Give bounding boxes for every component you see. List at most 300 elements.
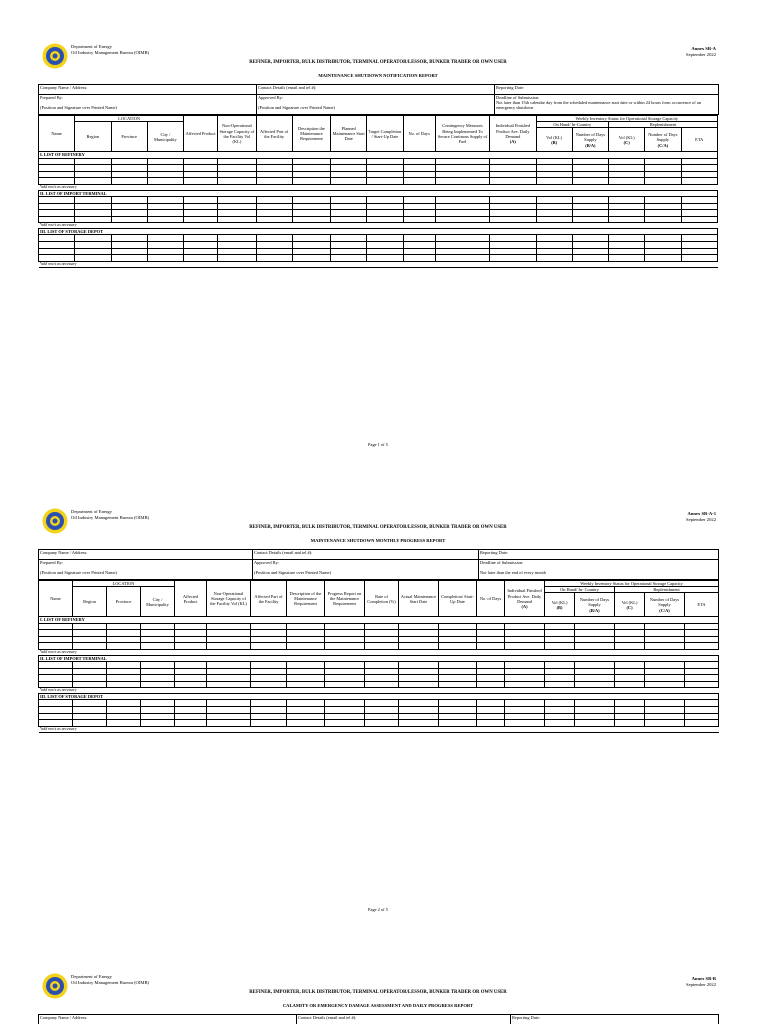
table-cell[interactable] (292, 216, 330, 223)
table-cell[interactable] (218, 248, 256, 255)
table-cell[interactable] (685, 636, 719, 643)
table-cell[interactable] (435, 178, 489, 185)
table-cell[interactable] (147, 171, 183, 178)
table-cell[interactable] (256, 196, 292, 203)
table-cell[interactable] (367, 241, 403, 248)
table-cell[interactable] (107, 713, 141, 720)
table-cell[interactable] (256, 241, 292, 248)
table-cell[interactable] (292, 165, 330, 172)
table-cell[interactable] (399, 630, 439, 637)
table-cell[interactable] (681, 216, 718, 223)
table-cell[interactable] (39, 248, 75, 255)
table-cell[interactable] (609, 248, 645, 255)
table-cell[interactable] (325, 636, 365, 643)
table-cell[interactable] (111, 248, 147, 255)
table-cell[interactable] (207, 661, 251, 668)
table-cell[interactable] (75, 196, 111, 203)
table-cell[interactable] (218, 255, 256, 262)
table-cell[interactable] (645, 241, 681, 248)
table-cell[interactable] (365, 668, 399, 675)
reporting-date-field[interactable]: Reporting Date: (479, 550, 719, 560)
table-cell[interactable] (477, 700, 505, 707)
table-cell[interactable] (572, 241, 608, 248)
table-cell[interactable] (175, 681, 207, 688)
table-cell[interactable] (645, 713, 685, 720)
table-cell[interactable] (207, 720, 251, 727)
table-cell[interactable] (575, 706, 615, 713)
table-cell[interactable] (365, 643, 399, 650)
table-cell[interactable] (505, 636, 545, 643)
table-cell[interactable] (39, 630, 73, 637)
table-cell[interactable] (645, 178, 681, 185)
table-cell[interactable] (73, 720, 107, 727)
table-cell[interactable] (175, 668, 207, 675)
table-cell[interactable] (147, 165, 183, 172)
table-cell[interactable] (367, 158, 403, 165)
prepared-by-field[interactable]: Prepared By: (Position and Signature over Printed Name) (39, 560, 253, 580)
table-cell[interactable] (439, 668, 477, 675)
table-cell[interactable] (73, 661, 107, 668)
table-cell[interactable] (39, 636, 73, 643)
table-cell[interactable] (399, 636, 439, 643)
table-cell[interactable] (175, 700, 207, 707)
table-cell[interactable] (39, 681, 73, 688)
table-cell[interactable] (287, 675, 325, 682)
table-cell[interactable] (218, 165, 256, 172)
table-cell[interactable] (365, 630, 399, 637)
table-cell[interactable] (681, 255, 718, 262)
contact-field[interactable]: Contact Details (email and tel #): (257, 85, 495, 95)
table-cell[interactable] (175, 720, 207, 727)
reporting-date-field[interactable]: Reporting Date: (495, 85, 719, 95)
table-cell[interactable] (73, 668, 107, 675)
table-cell[interactable] (111, 203, 147, 210)
table-cell[interactable] (681, 248, 718, 255)
table-cell[interactable] (505, 668, 545, 675)
table-cell[interactable] (147, 255, 183, 262)
table-cell[interactable] (536, 255, 572, 262)
table-cell[interactable] (111, 216, 147, 223)
table-cell[interactable] (403, 235, 435, 242)
table-cell[interactable] (490, 255, 536, 262)
table-cell[interactable] (107, 675, 141, 682)
table-cell[interactable] (645, 675, 685, 682)
table-cell[interactable] (685, 668, 719, 675)
table-cell[interactable] (439, 681, 477, 688)
table-cell[interactable] (287, 681, 325, 688)
table-cell[interactable] (147, 196, 183, 203)
table-cell[interactable] (39, 700, 73, 707)
table-cell[interactable] (287, 643, 325, 650)
table-cell[interactable] (615, 643, 645, 650)
table-cell[interactable] (107, 668, 141, 675)
table-cell[interactable] (645, 203, 681, 210)
table-cell[interactable] (439, 720, 477, 727)
table-cell[interactable] (477, 681, 505, 688)
table-cell[interactable] (572, 216, 608, 223)
table-cell[interactable] (490, 178, 536, 185)
table-cell[interactable] (477, 643, 505, 650)
table-cell[interactable] (572, 158, 608, 165)
table-cell[interactable] (141, 623, 175, 630)
table-cell[interactable] (39, 203, 75, 210)
table-cell[interactable] (287, 706, 325, 713)
table-cell[interactable] (184, 255, 218, 262)
table-cell[interactable] (107, 706, 141, 713)
table-cell[interactable] (615, 630, 645, 637)
table-cell[interactable] (645, 158, 681, 165)
table-cell[interactable] (403, 210, 435, 217)
table-cell[interactable] (435, 255, 489, 262)
table-cell[interactable] (536, 210, 572, 217)
table-cell[interactable] (645, 681, 685, 688)
table-cell[interactable] (685, 713, 719, 720)
table-cell[interactable] (107, 720, 141, 727)
table-cell[interactable] (287, 630, 325, 637)
table-cell[interactable] (184, 216, 218, 223)
table-cell[interactable] (107, 636, 141, 643)
table-cell[interactable] (685, 681, 719, 688)
table-cell[interactable] (536, 171, 572, 178)
table-cell[interactable] (505, 720, 545, 727)
table-cell[interactable] (111, 255, 147, 262)
table-cell[interactable] (218, 216, 256, 223)
table-cell[interactable] (175, 630, 207, 637)
table-cell[interactable] (367, 171, 403, 178)
table-cell[interactable] (681, 196, 718, 203)
table-cell[interactable] (681, 210, 718, 217)
table-cell[interactable] (256, 210, 292, 217)
table-cell[interactable] (505, 630, 545, 637)
table-cell[interactable] (572, 178, 608, 185)
table-cell[interactable] (292, 235, 330, 242)
table-cell[interactable] (645, 668, 685, 675)
table-cell[interactable] (175, 713, 207, 720)
table-cell[interactable] (645, 636, 685, 643)
table-cell[interactable] (490, 216, 536, 223)
table-cell[interactable] (73, 681, 107, 688)
table-cell[interactable] (645, 235, 681, 242)
table-cell[interactable] (681, 158, 718, 165)
table-cell[interactable] (615, 668, 645, 675)
table-cell[interactable] (256, 216, 292, 223)
table-cell[interactable] (39, 235, 75, 242)
prepared-by-field[interactable]: Prepared By: (Position and Signature over Printed Name) (39, 95, 257, 115)
table-cell[interactable] (141, 700, 175, 707)
table-cell[interactable] (184, 248, 218, 255)
table-cell[interactable] (251, 630, 287, 637)
table-cell[interactable] (207, 630, 251, 637)
table-cell[interactable] (111, 196, 147, 203)
table-cell[interactable] (399, 706, 439, 713)
table-cell[interactable] (575, 630, 615, 637)
table-cell[interactable] (325, 643, 365, 650)
table-cell[interactable] (251, 636, 287, 643)
table-cell[interactable] (141, 681, 175, 688)
table-cell[interactable] (107, 681, 141, 688)
table-cell[interactable] (331, 248, 367, 255)
table-cell[interactable] (536, 178, 572, 185)
table-cell[interactable] (505, 675, 545, 682)
table-cell[interactable] (251, 720, 287, 727)
table-cell[interactable] (141, 661, 175, 668)
table-cell[interactable] (439, 706, 477, 713)
table-cell[interactable] (175, 623, 207, 630)
table-cell[interactable] (251, 623, 287, 630)
table-cell[interactable] (403, 216, 435, 223)
table-cell[interactable] (184, 203, 218, 210)
table-cell[interactable] (645, 248, 681, 255)
table-cell[interactable] (75, 203, 111, 210)
table-cell[interactable] (536, 248, 572, 255)
table-cell[interactable] (292, 171, 330, 178)
table-cell[interactable] (505, 681, 545, 688)
table-cell[interactable] (251, 681, 287, 688)
table-cell[interactable] (645, 661, 685, 668)
table-cell[interactable] (572, 248, 608, 255)
table-cell[interactable] (147, 178, 183, 185)
table-cell[interactable] (256, 171, 292, 178)
table-cell[interactable] (251, 675, 287, 682)
table-cell[interactable] (107, 661, 141, 668)
table-cell[interactable] (184, 171, 218, 178)
table-cell[interactable] (435, 196, 489, 203)
table-cell[interactable] (256, 165, 292, 172)
table-cell[interactable] (545, 706, 575, 713)
table-cell[interactable] (490, 158, 536, 165)
table-cell[interactable] (545, 630, 575, 637)
table-cell[interactable] (365, 700, 399, 707)
table-cell[interactable] (505, 623, 545, 630)
table-cell[interactable] (435, 248, 489, 255)
table-cell[interactable] (39, 623, 73, 630)
table-cell[interactable] (73, 700, 107, 707)
table-cell[interactable] (331, 158, 367, 165)
table-cell[interactable] (575, 623, 615, 630)
table-cell[interactable] (207, 643, 251, 650)
table-cell[interactable] (575, 636, 615, 643)
table-cell[interactable] (615, 661, 645, 668)
table-cell[interactable] (575, 661, 615, 668)
table-cell[interactable] (75, 255, 111, 262)
table-cell[interactable] (218, 171, 256, 178)
table-cell[interactable] (403, 165, 435, 172)
table-cell[interactable] (615, 720, 645, 727)
table-cell[interactable] (609, 196, 645, 203)
table-cell[interactable] (477, 630, 505, 637)
table-cell[interactable] (325, 713, 365, 720)
table-cell[interactable] (75, 210, 111, 217)
table-cell[interactable] (73, 643, 107, 650)
table-cell[interactable] (572, 203, 608, 210)
table-cell[interactable] (325, 675, 365, 682)
table-cell[interactable] (107, 630, 141, 637)
table-cell[interactable] (435, 158, 489, 165)
table-cell[interactable] (147, 158, 183, 165)
table-cell[interactable] (39, 706, 73, 713)
table-cell[interactable] (615, 713, 645, 720)
company-field[interactable]: Company Name / Address: (39, 550, 253, 560)
table-cell[interactable] (331, 210, 367, 217)
table-cell[interactable] (184, 158, 218, 165)
table-cell[interactable] (287, 720, 325, 727)
table-cell[interactable] (331, 203, 367, 210)
approved-by-field[interactable]: Approved By: (Position and Signature over Printed Name) (257, 95, 495, 115)
table-cell[interactable] (609, 255, 645, 262)
table-cell[interactable] (111, 241, 147, 248)
table-cell[interactable] (439, 700, 477, 707)
table-cell[interactable] (645, 630, 685, 637)
table-cell[interactable] (207, 636, 251, 643)
table-cell[interactable] (572, 196, 608, 203)
table-cell[interactable] (572, 165, 608, 172)
table-cell[interactable] (615, 623, 645, 630)
table-cell[interactable] (147, 248, 183, 255)
table-cell[interactable] (39, 643, 73, 650)
table-cell[interactable] (439, 661, 477, 668)
table-cell[interactable] (39, 196, 75, 203)
table-cell[interactable] (645, 196, 681, 203)
table-cell[interactable] (490, 165, 536, 172)
table-cell[interactable] (572, 235, 608, 242)
table-cell[interactable] (175, 706, 207, 713)
table-cell[interactable] (505, 643, 545, 650)
table-cell[interactable] (477, 636, 505, 643)
table-cell[interactable] (681, 165, 718, 172)
table-cell[interactable] (75, 158, 111, 165)
table-cell[interactable] (575, 700, 615, 707)
table-cell[interactable] (325, 623, 365, 630)
table-cell[interactable] (545, 681, 575, 688)
table-cell[interactable] (645, 623, 685, 630)
table-cell[interactable] (292, 241, 330, 248)
table-cell[interactable] (545, 636, 575, 643)
table-cell[interactable] (175, 661, 207, 668)
contact-field[interactable]: Contact Details (email and tel #): (253, 550, 479, 560)
table-cell[interactable] (439, 630, 477, 637)
table-cell[interactable] (184, 196, 218, 203)
table-cell[interactable] (545, 675, 575, 682)
table-cell[interactable] (681, 171, 718, 178)
table-cell[interactable] (435, 216, 489, 223)
table-cell[interactable] (477, 661, 505, 668)
table-cell[interactable] (439, 636, 477, 643)
table-cell[interactable] (490, 196, 536, 203)
table-cell[interactable] (256, 235, 292, 242)
table-cell[interactable] (218, 210, 256, 217)
table-cell[interactable] (175, 636, 207, 643)
table-cell[interactable] (399, 668, 439, 675)
table-cell[interactable] (75, 235, 111, 242)
table-cell[interactable] (545, 720, 575, 727)
table-cell[interactable] (184, 165, 218, 172)
table-cell[interactable] (287, 661, 325, 668)
table-cell[interactable] (292, 178, 330, 185)
table-cell[interactable] (365, 636, 399, 643)
table-cell[interactable] (39, 661, 73, 668)
table-cell[interactable] (256, 255, 292, 262)
table-cell[interactable] (287, 636, 325, 643)
table-cell[interactable] (545, 643, 575, 650)
table-cell[interactable] (399, 643, 439, 650)
table-cell[interactable] (490, 241, 536, 248)
table-cell[interactable] (207, 713, 251, 720)
table-cell[interactable] (490, 235, 536, 242)
table-cell[interactable] (365, 661, 399, 668)
table-cell[interactable] (367, 178, 403, 185)
table-cell[interactable] (403, 203, 435, 210)
table-cell[interactable] (107, 643, 141, 650)
table-cell[interactable] (645, 216, 681, 223)
table-cell[interactable] (367, 196, 403, 203)
table-cell[interactable] (505, 700, 545, 707)
table-cell[interactable] (685, 643, 719, 650)
table-cell[interactable] (399, 661, 439, 668)
table-cell[interactable] (325, 720, 365, 727)
table-cell[interactable] (399, 713, 439, 720)
table-cell[interactable] (75, 216, 111, 223)
table-cell[interactable] (439, 643, 477, 650)
table-cell[interactable] (609, 241, 645, 248)
table-cell[interactable] (399, 623, 439, 630)
company-field[interactable]: Company Name / Address: (39, 1015, 297, 1024)
table-cell[interactable] (147, 235, 183, 242)
table-cell[interactable] (435, 171, 489, 178)
table-cell[interactable] (685, 661, 719, 668)
table-cell[interactable] (73, 636, 107, 643)
table-cell[interactable] (39, 668, 73, 675)
table-cell[interactable] (331, 171, 367, 178)
table-cell[interactable] (325, 630, 365, 637)
table-cell[interactable] (575, 720, 615, 727)
table-cell[interactable] (685, 630, 719, 637)
table-cell[interactable] (251, 700, 287, 707)
table-cell[interactable] (287, 668, 325, 675)
table-cell[interactable] (111, 171, 147, 178)
table-cell[interactable] (435, 203, 489, 210)
table-cell[interactable] (331, 241, 367, 248)
table-cell[interactable] (292, 210, 330, 217)
table-cell[interactable] (39, 165, 75, 172)
table-cell[interactable] (141, 706, 175, 713)
table-cell[interactable] (572, 171, 608, 178)
table-cell[interactable] (399, 681, 439, 688)
table-cell[interactable] (477, 668, 505, 675)
table-cell[interactable] (399, 720, 439, 727)
table-cell[interactable] (251, 706, 287, 713)
table-cell[interactable] (184, 210, 218, 217)
table-cell[interactable] (39, 255, 75, 262)
table-cell[interactable] (490, 203, 536, 210)
table-cell[interactable] (365, 720, 399, 727)
table-cell[interactable] (609, 165, 645, 172)
table-cell[interactable] (111, 235, 147, 242)
table-cell[interactable] (681, 235, 718, 242)
table-cell[interactable] (39, 210, 75, 217)
table-cell[interactable] (292, 203, 330, 210)
table-cell[interactable] (256, 248, 292, 255)
table-cell[interactable] (681, 241, 718, 248)
table-cell[interactable] (331, 216, 367, 223)
table-cell[interactable] (141, 668, 175, 675)
table-cell[interactable] (367, 210, 403, 217)
table-cell[interactable] (325, 700, 365, 707)
table-cell[interactable] (615, 681, 645, 688)
table-cell[interactable] (645, 255, 681, 262)
table-cell[interactable] (536, 216, 572, 223)
table-cell[interactable] (141, 720, 175, 727)
table-cell[interactable] (615, 675, 645, 682)
